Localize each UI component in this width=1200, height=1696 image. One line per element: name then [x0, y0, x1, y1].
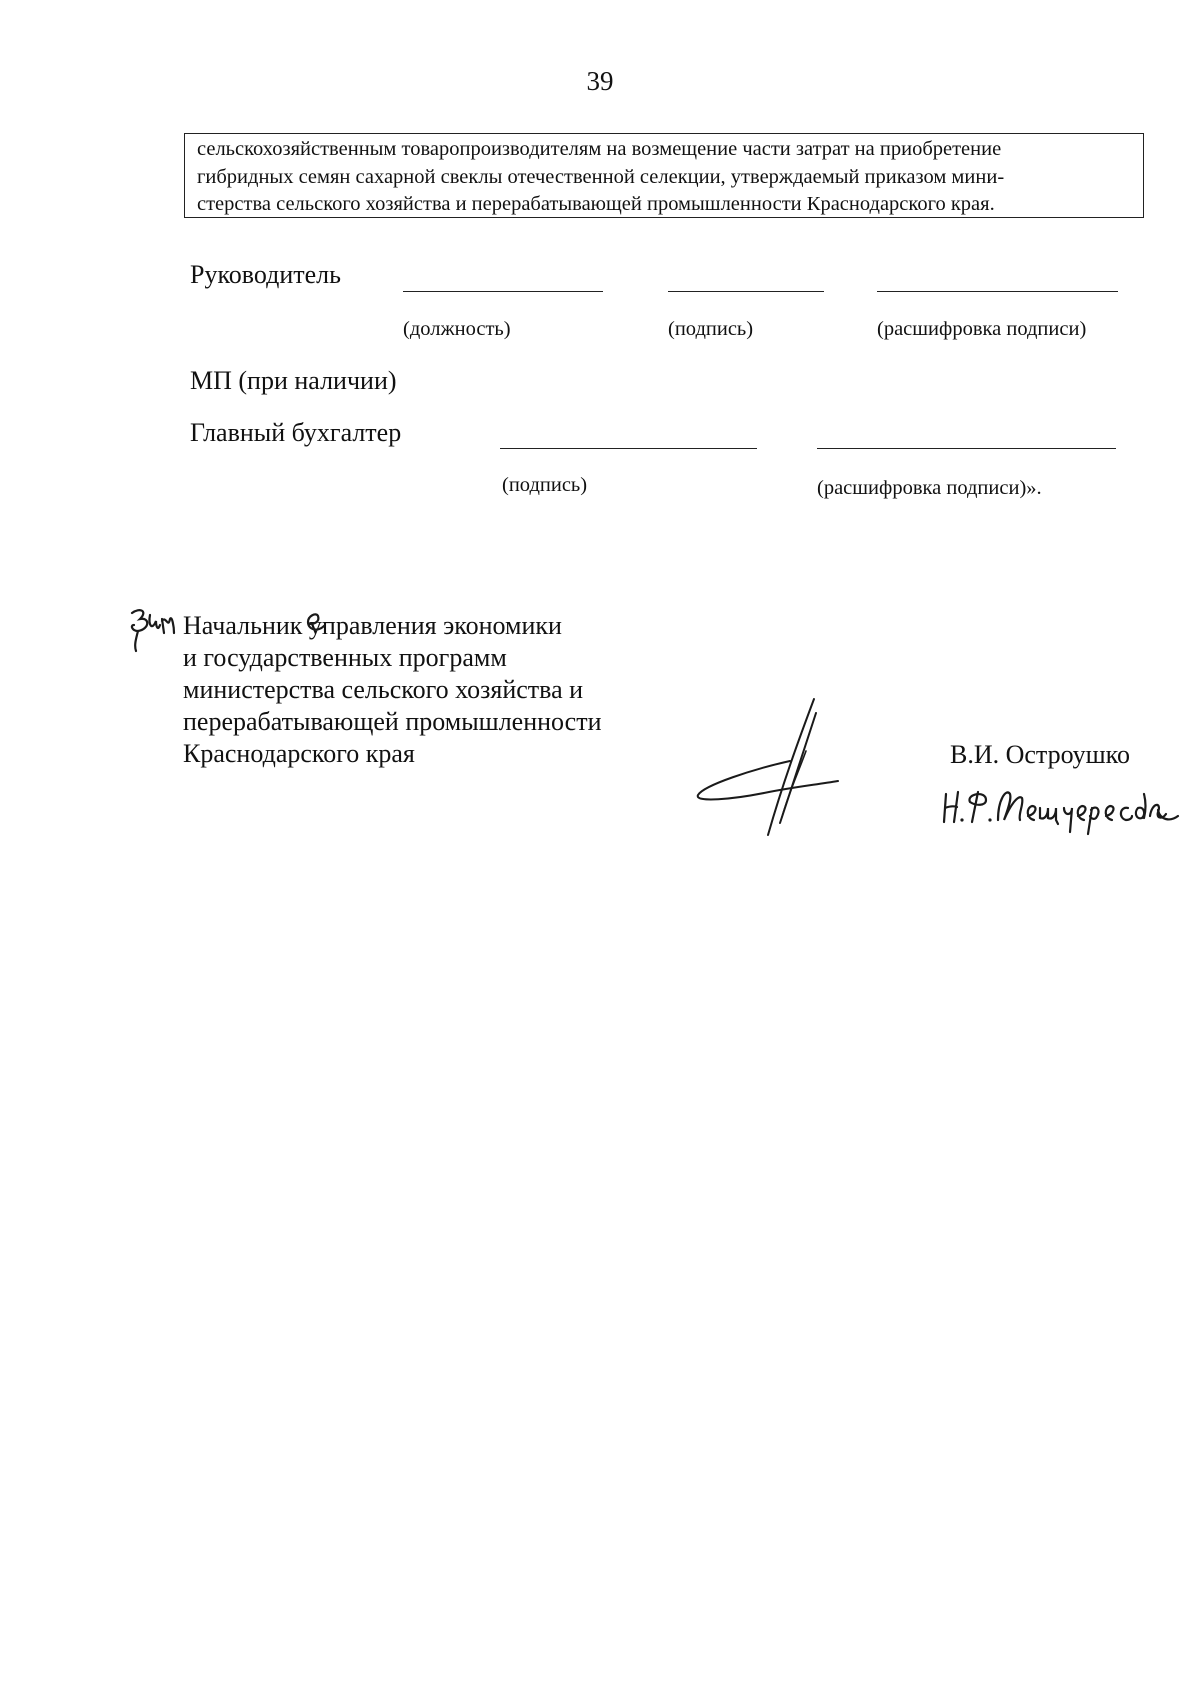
accountant-decoding-line — [817, 448, 1116, 449]
page-number: 39 — [586, 66, 614, 96]
signer-title — [183, 610, 602, 770]
signature — [694, 695, 844, 840]
signer-title-line: перерабатывающей промышленности — [183, 707, 602, 736]
boxed-text-line: стерства сельского хозяйства и перерабатывающей промышленности Краснодарского края. — [197, 193, 995, 215]
handwritten-correction-mark — [304, 610, 328, 634]
boxed-text-line: гибридных семян сахарной свеклы отечественной селекции, утверждаемый приказом мини- — [197, 165, 1005, 188]
signer-name: В.И. Остроушко — [950, 740, 1130, 769]
accountant-signature-caption: (подпись) — [502, 474, 588, 496]
position-caption: (должность) — [403, 318, 511, 340]
signer-title-line: министерства сельского хозяйства и — [183, 675, 584, 704]
decoding-line — [877, 291, 1118, 292]
accountant-signature-line — [500, 448, 757, 449]
handwritten-prefix — [126, 605, 182, 655]
signature-line — [668, 291, 824, 292]
position-line — [403, 291, 603, 292]
accountant-decoding-caption: (расшифровка подписи)». — [817, 477, 1042, 499]
signer-title-line: Начальник управления экономики — [183, 611, 562, 640]
handwritten-name — [940, 780, 1185, 838]
signer-title-line: Краснодарского края — [183, 739, 415, 768]
manager-label: Руководитель — [190, 260, 341, 289]
boxed-continuation-text — [184, 133, 1144, 218]
decoding-caption: (расшифровка подписи) — [877, 318, 1087, 340]
boxed-text-line: сельскохозяйственным товаропроизводителям на возмещение части затрат на приобретение — [197, 138, 1002, 160]
signer-title-line: и государственных программ — [183, 643, 507, 672]
seal-label: МП (при наличии) — [190, 366, 397, 395]
chief-accountant-label: Главный бухгалтер — [190, 418, 402, 447]
signature-caption: (подпись) — [668, 318, 754, 340]
